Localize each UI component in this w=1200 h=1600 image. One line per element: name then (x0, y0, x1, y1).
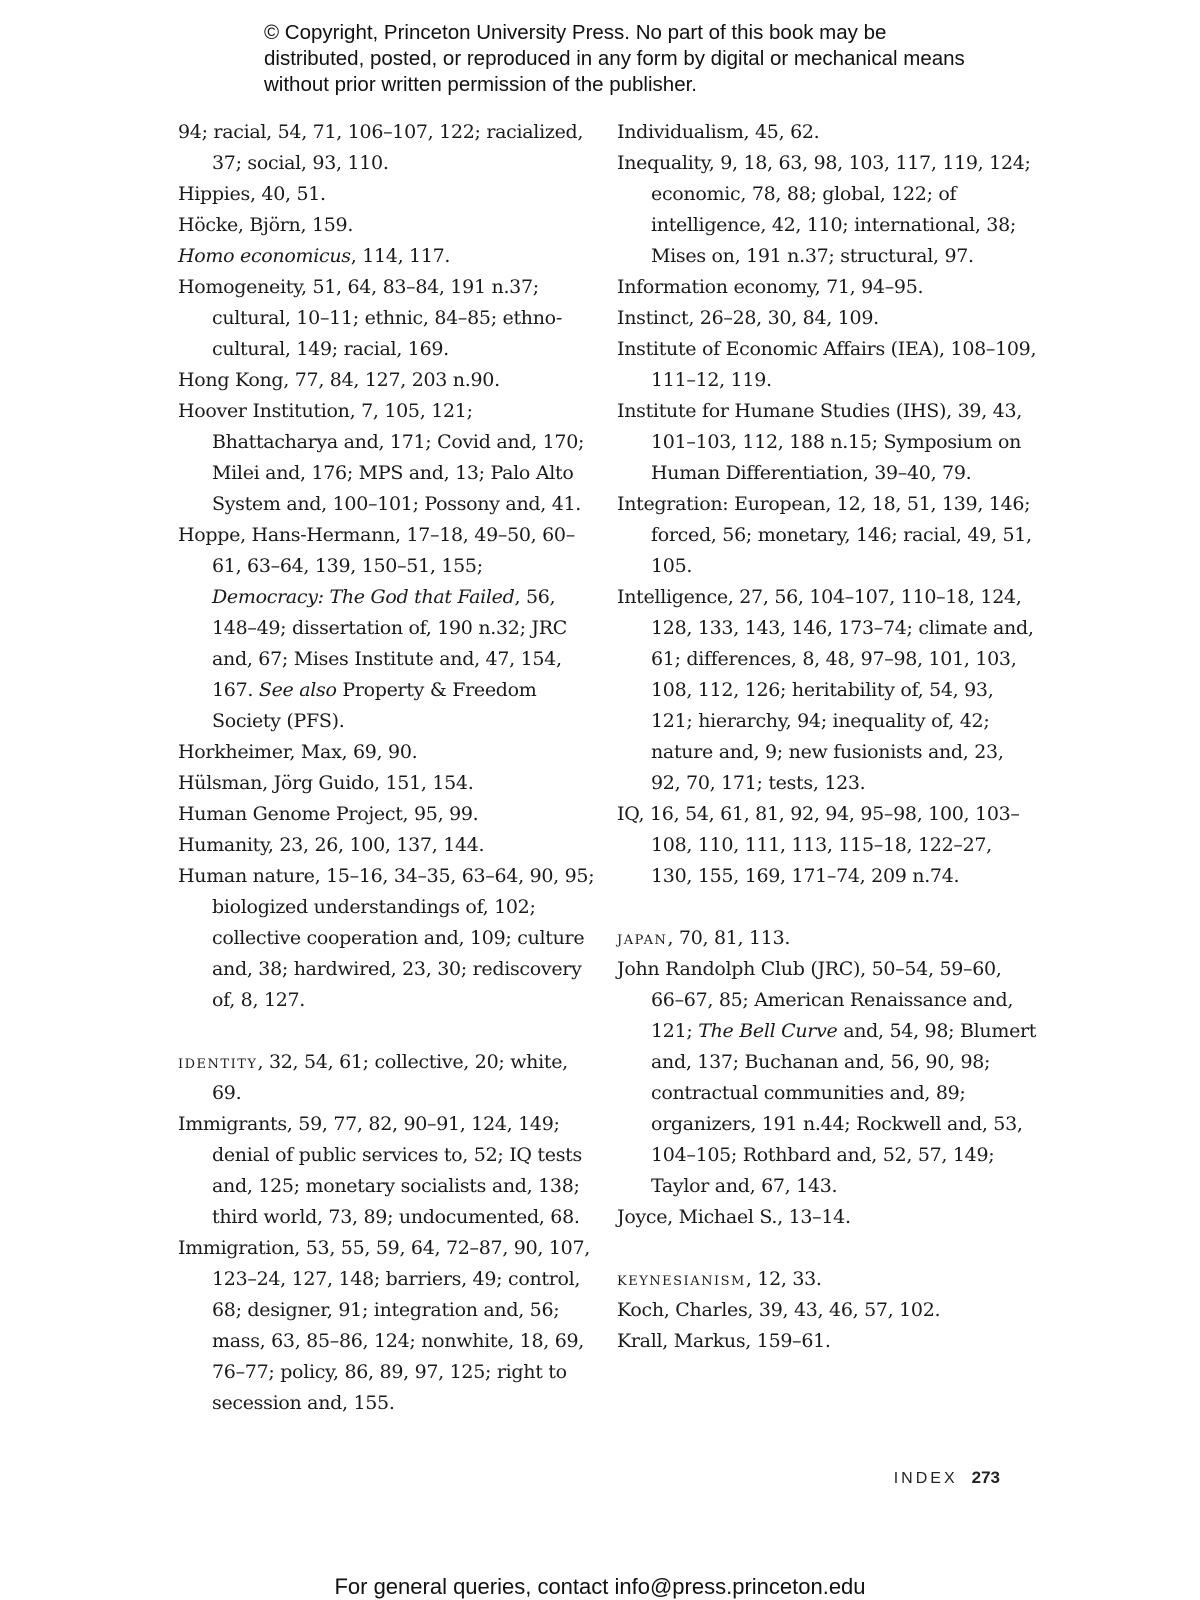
see-also-label: See also (258, 679, 337, 701)
index-entry: Hoover Institution, 7, 105, 121; Bhattacharya and, 171; Covid and, 170; Milei and, 176; MPS and, 13; Palo Alto System and, 100–101; Possony and, 41. (178, 400, 585, 515)
italic-title: Democracy: The God that Failed (212, 586, 515, 608)
index-entry: Joyce, Michael S., 13–14. (617, 1206, 851, 1228)
contact-notice: For general queries, contact info@press.princeton.edu (334, 1574, 866, 1599)
copyright-notice: © Copyright, Princeton University Press. No part of this book may be distributed, posted, or reproduced in any form by digital or mechanical means without prior written permission of the publisher. (264, 21, 965, 96)
entry-text: Property & Freedom Society (PFS). (212, 679, 537, 732)
entry-locators: , 70, 81, 113. (667, 927, 791, 949)
section-gap (617, 892, 1037, 923)
index-entry (617, 1264, 1037, 1295)
section-head-term: japan (617, 927, 668, 949)
index-entry (178, 520, 598, 737)
index-column-right (617, 117, 1037, 1357)
index-entry: Krall, Markus, 159–61. (617, 1330, 831, 1352)
entry-locators: , 32, 54, 61; collective, 20; white, 69. (212, 1051, 568, 1104)
running-footer (894, 1468, 1000, 1488)
index-entry: Institute of Economic Affairs (IEA), 108–109, 111–12, 119. (617, 338, 1037, 391)
index-entry: Horkheimer, Max, 69, 90. (178, 741, 418, 763)
italic-title: The Bell Curve (698, 1020, 838, 1042)
section-head-term: keynesianism (617, 1268, 746, 1290)
index-entry: IQ, 16, 54, 61, 81, 92, 94, 95–98, 100, 103–108, 110, 111, 113, 115–18, 122–27, 130, 155, 169, 171–74, 209 n.74. (617, 803, 1020, 887)
entry-text: and, 54, 98; Blumert and, 137; Buchanan and, 56, 90, 98; contractual communities and, 89; organizers, 191 n.44; Rockwell and, 53, 104–105; Rothbard and, 52, 57, 149; Taylor and, 67, 143. (651, 1020, 1037, 1197)
entry-text: Hoppe, Hans-Hermann, 17–18, 49–50, 60–61, 63–64, 139, 150–51, 155; (178, 524, 575, 577)
entry-locators: , 12, 33. (745, 1268, 822, 1290)
page-number: 273 (971, 1468, 1000, 1487)
index-entry: Hippies, 40, 51. (178, 183, 326, 205)
running-footer-label: INDEX (893, 1470, 958, 1487)
index-entry: Immigrants, 59, 77, 82, 90–91, 124, 149; denial of public services to, 52; IQ tests and, 125; monetary socialists and, 138; third world, 73, 89; undocumented, 68. (178, 1113, 582, 1228)
index-entry: Instinct, 26–28, 30, 84, 109. (617, 307, 879, 329)
index-entry: Integration: European, 12, 18, 51, 139, 146; forced, 56; monetary, 146; racial, 49, 51, 105. (617, 493, 1032, 577)
index-entry: Homogeneity, 51, 64, 83–84, 191 n.37; cultural, 10–11; ethnic, 84–85; ethno-cultural, 149; racial, 169. (178, 276, 562, 360)
index-entry: 94; racial, 54, 71, 106–107, 122; racialized, 37; social, 93, 110. (178, 121, 584, 174)
index-entry: Inequality, 9, 18, 63, 98, 103, 117, 119, 124; economic, 78, 88; global, 122; of intelligence, 42, 110; international, 38; Mises on, 191 n.37; structural, 97. (617, 152, 1031, 267)
index-entry: Hülsman, Jörg Guido, 151, 154. (178, 772, 474, 794)
index-column-left (178, 117, 598, 1419)
index-entry: Höcke, Björn, 159. (178, 214, 354, 236)
index-entry (178, 1047, 598, 1109)
entry-locators: , 114, 117. (350, 245, 451, 267)
section-gap (617, 1233, 1037, 1264)
entry-text: , 56, 148–49; dissertation of, 190 n.32; JRC and, 67; Mises Institute and, 47, 154, 167. (212, 586, 567, 701)
index-entry: Intelligence, 27, 56, 104–107, 110–18, 124, 128, 133, 143, 146, 173–74; climate and, 61; differences, 8, 48, 97–98, 101, 103, 108, 112, 126; heritability of, 54, 93, 121; hierarchy, 94; inequality of, 42; nature and, 9; new fusionists and, 23, 92, 70, 171; tests, 123. (617, 586, 1034, 794)
index-entry (617, 923, 1037, 954)
index-entry: Koch, Charles, 39, 43, 46, 57, 102. (617, 1299, 941, 1321)
index-entry: Hong Kong, 77, 84, 127, 203 n.90. (178, 369, 500, 391)
section-head-term: identity (178, 1051, 258, 1073)
index-entry: Information economy, 71, 94–95. (617, 276, 924, 298)
index-entry: Individualism, 45, 62. (617, 121, 820, 143)
index-entry (178, 241, 598, 272)
index-entry: Immigration, 53, 55, 59, 64, 72–87, 90, 107, 123–24, 127, 148; barriers, 49; control, 68; designer, 91; integration and, 56; mass, 63, 85–86, 124; nonwhite, 18, 69, 76–77; policy, 86, 89, 97, 125; right to secession and, 155. (178, 1237, 590, 1414)
index-entry: Humanity, 23, 26, 100, 137, 144. (178, 834, 485, 856)
index-entry: Human Genome Project, 95, 99. (178, 803, 479, 825)
section-gap (178, 1016, 598, 1047)
italic-term: Homo economicus (178, 245, 351, 267)
index-entry (617, 954, 1037, 1202)
entry-text: John Randolph Club (JRC), 50–54, 59–60, 66–67, 85; American Renaissance and, 121; (617, 958, 1014, 1042)
index-entry: Institute for Humane Studies (IHS), 39, 43, 101–103, 112, 188 n.15; Symposium on Human Differentiation, 39–40, 79. (617, 400, 1022, 484)
index-entry: Human nature, 15–16, 34–35, 63–64, 90, 95; biologized understandings of, 102; collective cooperation and, 109; culture and, 38; hardwired, 23, 30; rediscovery of, 8, 127. (178, 865, 595, 1011)
